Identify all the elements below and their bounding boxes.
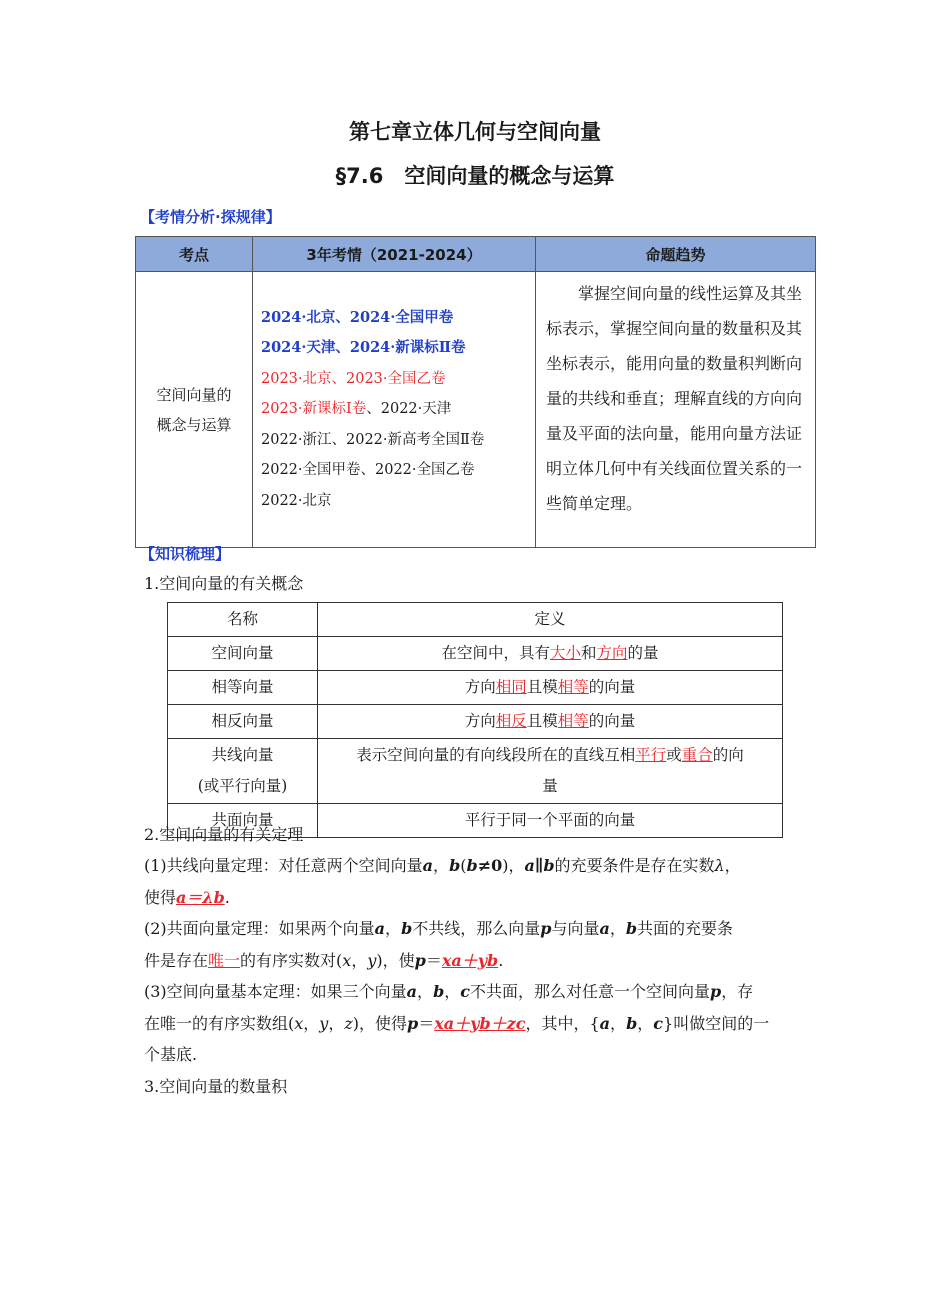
concept-table xyxy=(167,602,783,838)
text: 件是存在 xyxy=(144,950,209,970)
concept-name: 相等向量 xyxy=(168,671,318,705)
year-line: 2023·北京、2023·全国乙卷 xyxy=(261,370,446,387)
name-line: 共线向量 xyxy=(211,746,274,764)
vector-p: p xyxy=(414,950,426,970)
vector-b: b xyxy=(626,1013,638,1033)
concept-row xyxy=(168,637,783,671)
concept-def xyxy=(318,671,783,705)
s1-heading: 1.空间向量的有关概念 xyxy=(144,574,304,593)
text: ， xyxy=(303,1013,320,1033)
text: ＝ xyxy=(418,1013,435,1033)
var-y: y xyxy=(319,1013,329,1033)
concept-name xyxy=(168,739,318,804)
text: (1)共线向量定理：对任意两个空间向量 xyxy=(144,856,423,875)
analysis-table xyxy=(135,236,816,548)
text: 不共线，那么向量 xyxy=(412,919,541,938)
concept-row xyxy=(168,739,783,804)
topic-line: 概念与运算 xyxy=(156,415,232,434)
def-blank: 相同 xyxy=(495,678,527,696)
var-z: z xyxy=(344,1013,353,1033)
var-x: x xyxy=(294,1013,304,1033)
text: 不共面，那么对任意一个空间向量 xyxy=(470,982,711,1001)
text: )， xyxy=(502,856,525,875)
text-line xyxy=(144,945,816,977)
year-line xyxy=(261,394,534,425)
lambda: λ xyxy=(714,856,725,875)
text: ＝ xyxy=(425,950,442,970)
concept-def xyxy=(318,739,783,804)
year-black: 、2022·天津 xyxy=(366,401,452,418)
vector-p: p xyxy=(540,919,552,938)
header-topic: 考点 xyxy=(136,237,253,272)
def-line: 量 xyxy=(542,777,558,795)
theorem-3 xyxy=(144,976,816,1071)
trend-cell: 掌握空间向量的线性运算及其坐标表示，掌握空间向量的数量积及其坐标表示，能用向量的数量积判断向量的共线和垂直；理解直线的方向向量及平面的法向量，能用向量方法证明立体几何中有关线面位置关系的一些简单定理。 xyxy=(536,272,816,548)
text: 使得 xyxy=(144,887,177,907)
text: ， xyxy=(444,982,461,1001)
section-title: §7.6 空间向量的概念与运算 xyxy=(335,164,615,188)
text: . xyxy=(224,887,230,907)
concept-row xyxy=(168,671,783,705)
text: )，使 xyxy=(376,950,415,970)
header-trend: 命题趋势 xyxy=(536,237,816,272)
text: ， xyxy=(609,919,626,938)
topic-cell xyxy=(136,272,253,548)
concept-def xyxy=(318,705,783,739)
concept-name: 空间向量 xyxy=(168,637,318,671)
year-line: 2022·浙江、2022·新高考全国Ⅱ卷 xyxy=(261,431,485,448)
theorem-1 xyxy=(144,850,816,913)
def-text: 方向 xyxy=(464,712,496,730)
text: ， xyxy=(637,1013,654,1033)
vector-b: b xyxy=(401,919,413,938)
def-text: 和 xyxy=(580,644,597,662)
def-text: 或 xyxy=(666,746,682,764)
def-text: 且模 xyxy=(526,712,558,730)
def-text: 的向量 xyxy=(588,678,636,696)
year-line: 2022·全国甲卷、2022·全国乙卷 xyxy=(261,462,475,479)
concept-def xyxy=(318,637,783,671)
concept-name: 相反向量 xyxy=(168,705,318,739)
concept-row xyxy=(168,705,783,739)
def-text: 在空间中，具有 xyxy=(441,644,550,662)
vector-b: b xyxy=(433,982,445,1001)
vector-b: b xyxy=(449,856,461,875)
concept-header-def: 定义 xyxy=(318,603,783,637)
vector-c: c xyxy=(460,982,471,1001)
vector-a: a xyxy=(599,919,610,938)
text: . xyxy=(498,950,504,970)
knowledge-tag: 【知识梳理】 xyxy=(140,545,231,563)
def-line xyxy=(319,740,781,771)
text: ， xyxy=(610,1013,627,1033)
def-blank: 相等 xyxy=(557,712,589,730)
text: 的充要条件是存在实数 xyxy=(554,856,715,875)
text: ， xyxy=(328,1013,345,1033)
vector-p: p xyxy=(710,982,722,1001)
var-y: y xyxy=(367,950,377,970)
text: ， xyxy=(385,919,402,938)
topic-line: 空间向量的 xyxy=(156,385,232,404)
year-line: 2024·北京、2024·全国甲卷 xyxy=(261,308,454,326)
concept-header xyxy=(168,603,783,637)
name-line: (或平行向量) xyxy=(197,777,288,795)
def-text: 且模 xyxy=(526,678,558,696)
text: ，存 xyxy=(721,982,754,1001)
text: ， xyxy=(417,982,434,1001)
vector-b: b xyxy=(466,856,478,875)
text: ，其中，{ xyxy=(525,1013,600,1033)
def-text: 的量 xyxy=(627,644,659,662)
text: 共面的充要条 xyxy=(637,919,734,938)
unique-blank: 唯一 xyxy=(208,950,241,970)
def-blank: 相等 xyxy=(557,678,589,696)
theorem-2 xyxy=(144,913,816,976)
def-blank: 方向 xyxy=(596,644,628,662)
text-line xyxy=(144,976,816,1008)
analysis-tag: 【考情分析·探规律】 xyxy=(140,208,281,226)
year-line: 2022·北京 xyxy=(261,492,332,509)
analysis-table-header xyxy=(136,237,816,272)
def-text: 的向量 xyxy=(588,712,636,730)
vector-a: a xyxy=(374,919,386,938)
text: 在唯一的有序实数组( xyxy=(144,1013,295,1033)
formula-blank: xa＋yb xyxy=(441,950,499,970)
text: }叫做空间的一 xyxy=(663,1013,770,1033)
text-line xyxy=(144,913,816,945)
text-line xyxy=(144,850,816,882)
text: ≠0 xyxy=(477,856,503,875)
def-blank: 相反 xyxy=(495,712,527,730)
text-line xyxy=(144,1008,816,1040)
concept-def: 平行于同一个平面的向量 xyxy=(318,804,783,838)
formula-blank: xa＋yb＋zc xyxy=(434,1013,526,1033)
s3-heading: 3.空间向量的数量积 xyxy=(144,1077,288,1096)
text: (2)共面向量定理：如果两个向量 xyxy=(144,919,375,938)
years-cell xyxy=(253,272,536,548)
header-years: 3年考情（2021-2024） xyxy=(253,237,536,272)
chapter-title: 第七章立体几何与空间向量 xyxy=(349,120,601,144)
def-blank: 大小 xyxy=(549,644,581,662)
def-text: 的向 xyxy=(712,746,744,764)
def-text: 方向 xyxy=(464,678,496,696)
text-line: 个基底. xyxy=(144,1045,198,1064)
vector-a: a xyxy=(599,1013,611,1033)
def-blank: 平行 xyxy=(635,746,667,764)
def-text: 表示空间向量的有向线段所在的直线互相 xyxy=(356,746,636,764)
formula-blank: a＝λb xyxy=(176,887,225,907)
text: ( xyxy=(460,856,467,875)
concept-header-name: 名称 xyxy=(168,603,318,637)
vector-c: c xyxy=(653,1013,664,1033)
text: (3)空间向量基本定理：如果三个向量 xyxy=(144,982,407,1001)
vector-a: a xyxy=(406,982,418,1001)
vector-p: p xyxy=(407,1013,419,1033)
var-x: x xyxy=(342,950,352,970)
year-line: 2024·天津、2024·新课标Ⅱ卷 xyxy=(261,339,466,357)
text: 的有序实数对( xyxy=(240,950,343,970)
vector-parallel: a∥b xyxy=(524,856,555,875)
vector-a: a xyxy=(422,856,434,875)
text-line xyxy=(144,882,816,914)
analysis-table-row xyxy=(136,272,816,548)
s2-heading: 2.空间向量的有关定理 xyxy=(144,825,304,844)
vector-b: b xyxy=(625,919,638,938)
text: )，使得 xyxy=(352,1013,408,1033)
text: ， xyxy=(351,950,368,970)
text: ， xyxy=(433,856,450,875)
concept-name: 共面向量 xyxy=(168,804,318,838)
text: 与向量 xyxy=(551,919,600,938)
year-red: 2023·新课标Ⅰ卷 xyxy=(261,401,367,418)
text: ， xyxy=(724,856,741,875)
def-blank: 重合 xyxy=(681,746,713,764)
